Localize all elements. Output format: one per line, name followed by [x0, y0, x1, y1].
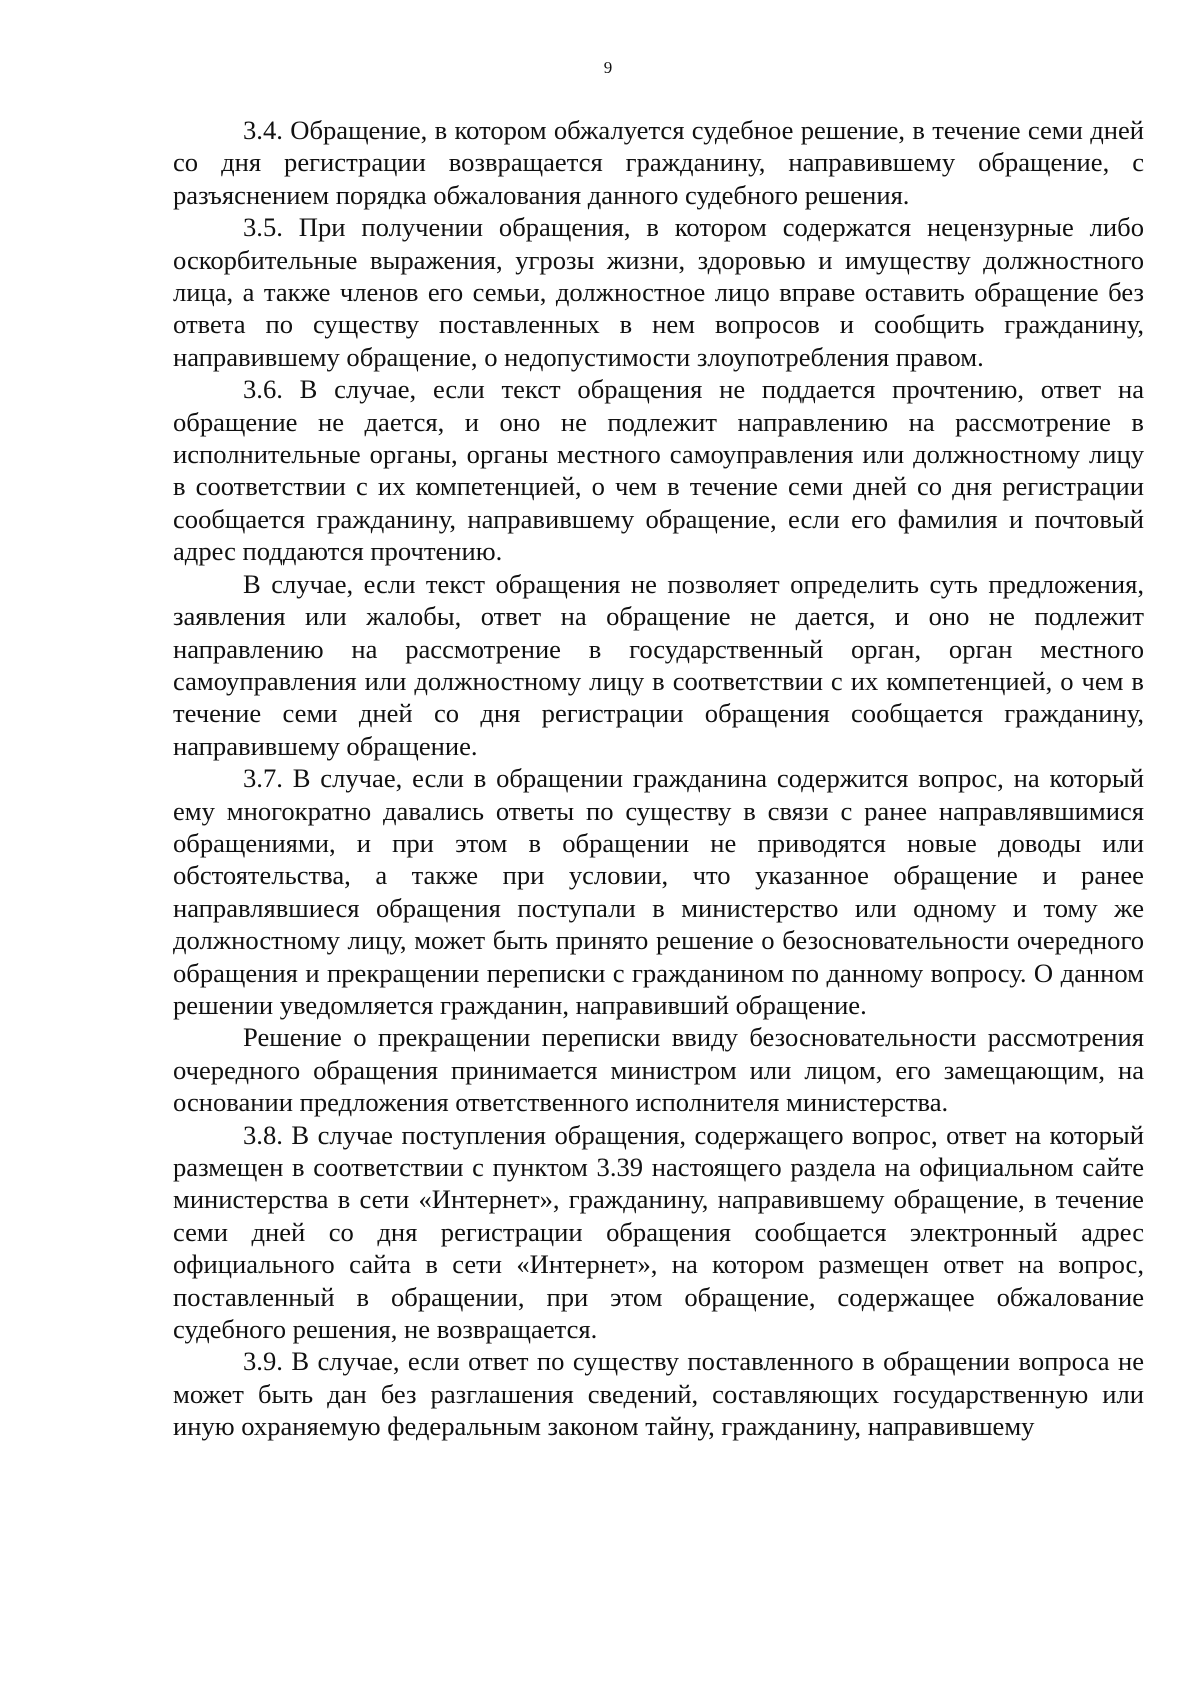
paragraph-3-6: 3.6. В случае, если текст обращения не поддается прочтению, ответ на обращение не дается, и оно не подлежит направлению на рассмотрение в исполнительные органы, органы местного самоуправления или должностному лицу в соответствии с их компетенцией, о чем в течение семи дней со дня регистрации сообщается гражданину, направившему обращение, если его фамилия и почтовый адрес поддаются прочтению.: [173, 374, 1144, 567]
document-body: [173, 114, 1144, 1443]
paragraph-3-5: 3.5. При получении обращения, в котором содержатся нецензурные либо оскорбительные выражения, угрозы жизни, здоровью и имуществу должностного лица, а также членов его семьи, должностное лицо вправе оставить обращение без ответа по существу поставленных в нем вопросов и сообщить гражданину, направившему обращение, о недопустимости злоупотребления правом.: [173, 212, 1144, 372]
paragraph-3-7: 3.7. В случае, если в обращении гражданина содержится вопрос, на который ему многократно давались ответы по существу в связи с ранее направлявшимися обращениями, и при этом в обращении не приводятся новые доводы или обстоятельства, а также при условии, что указанное обращение и ранее направлявшиеся обращения поступали в министерство или одному и тому же должностному лицу, может быть принято решение о безосновательности очередного обращения и прекращении переписки с гражданином по данному вопросу. О данном решении уведомляется гражданин, направивший обращение.: [173, 763, 1144, 1020]
paragraph-3-7-continued: Решение о прекращении переписки ввиду безосновательности рассмотрения очередного обращения принимается министром или лицом, его замещающим, на основании предложения ответственного исполнителя министерства.: [173, 1022, 1144, 1118]
paragraph-3-4: 3.4. Обращение, в котором обжалуется судебное решение, в течение семи дней со дня регистрации возвращается гражданину, направившему обращение, с разъяснением порядка обжалования данного судебного решения.: [173, 115, 1144, 210]
page-number: 9: [603, 58, 613, 77]
paragraph-3-6-continued: В случае, если текст обращения не позволяет определить суть предложения, заявления или жалобы, ответ на обращение не дается, и оно не подлежит направлению на рассмотрение в государственный орган, орган местного самоуправления или должностному лицу в соответствии с их компетенцией, о чем в течение семи дней со дня регистрации обращения сообщается гражданину, направившему обращение.: [173, 568, 1144, 761]
paragraph-3-8: 3.8. В случае поступления обращения, содержащего вопрос, ответ на который размещен в соответствии с пунктом 3.39 настоящего раздела на официальном сайте министерства в сети «Интернет», гражданину, направившему обращение, в течение семи дней со дня регистрации обращения сообщается электронный адрес официального сайта в сети «Интернет», на котором размещен ответ на вопрос, поставленный в обращении, при этом обращение, содержащее обжалование судебного решения, не возвращается.: [173, 1119, 1144, 1345]
paragraph-3-9: 3.9. В случае, если ответ по существу поставленного в обращении вопроса не может быть дан без разглашения сведений, составляющих государственную или иную охраняемую федеральным законом тайну, гражданину, направившему: [173, 1346, 1144, 1442]
